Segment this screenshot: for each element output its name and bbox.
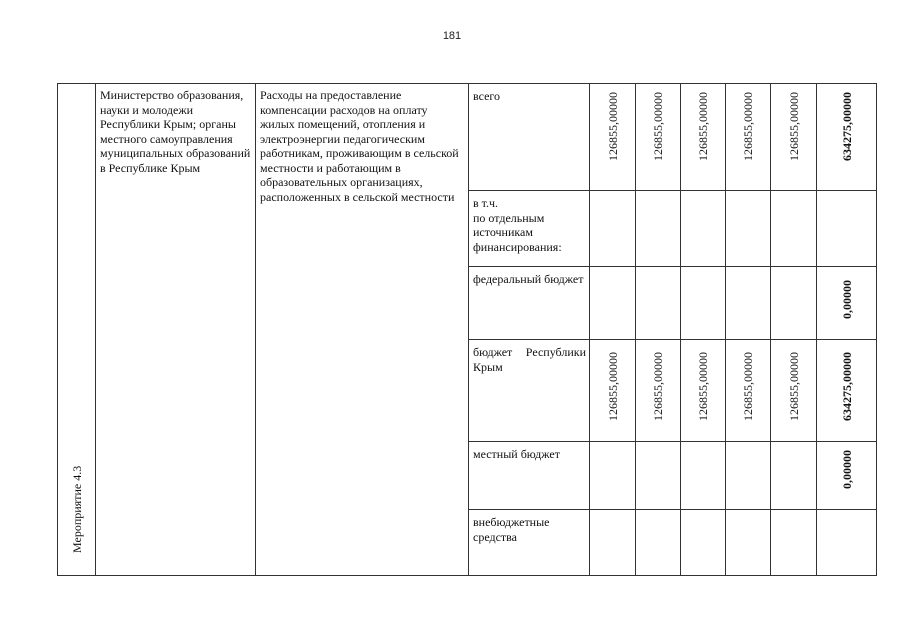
value-text: 126855,00000 — [605, 92, 620, 161]
table-row — [58, 84, 877, 191]
value-cell — [636, 340, 681, 442]
value-cell — [681, 442, 726, 510]
executor-cell — [96, 84, 256, 576]
value-text: 126855,00000 — [786, 92, 801, 161]
value-cell — [771, 442, 817, 510]
total-cell — [817, 191, 877, 267]
value-cell — [636, 442, 681, 510]
value-cell — [681, 84, 726, 191]
source-label: бюджет Республики Крым — [473, 345, 586, 374]
description-text: Расходы на предоставление компенсации расходов на оплату жилых помещений, отопления и электроэнергии педагогическим работникам, проживающим в сельской местности и работающим в образовательных организациях, расположенных в сельской местности — [260, 88, 459, 204]
value-cell — [590, 340, 636, 442]
value-text: 126855,00000 — [786, 351, 801, 421]
total-text: 634275,00000 — [839, 351, 854, 421]
value-cell — [590, 442, 636, 510]
value-cell — [726, 84, 771, 191]
source-cell — [469, 442, 590, 510]
source-cell — [469, 267, 590, 340]
value-text: 126855,00000 — [740, 351, 755, 421]
value-cell — [636, 267, 681, 340]
source-cell — [469, 340, 590, 442]
total-cell — [817, 267, 877, 340]
value-text: 126855,00000 — [695, 351, 710, 421]
source-cell — [469, 510, 590, 576]
executor-text: Министерство образования, науки и молодежи Республики Крым; органы местного самоуправления муниципальных образований в Республике Крым — [100, 88, 251, 175]
value-cell — [681, 510, 726, 576]
value-cell — [726, 267, 771, 340]
total-cell — [817, 442, 877, 510]
source-label: внебюджетные средства — [473, 515, 550, 544]
total-cell — [817, 84, 877, 191]
value-cell — [726, 442, 771, 510]
total-text: 634275,00000 — [839, 92, 854, 161]
value-cell — [771, 340, 817, 442]
value-cell — [726, 191, 771, 267]
value-cell — [636, 191, 681, 267]
total-cell — [817, 510, 877, 576]
value-cell — [771, 510, 817, 576]
source-label: местный бюджет — [473, 447, 560, 461]
value-cell — [636, 84, 681, 191]
page-number: 181 — [442, 30, 462, 42]
source-cell — [469, 84, 590, 191]
measure-label: Мероприятие 4.3 — [69, 465, 84, 553]
value-text: 126855,00000 — [740, 92, 755, 161]
total-text: 0,00000 — [839, 279, 854, 319]
value-text: 126855,00000 — [605, 351, 620, 421]
source-label: всего — [473, 89, 501, 103]
value-text: 126855,00000 — [650, 351, 665, 421]
value-cell — [771, 191, 817, 267]
value-cell — [590, 84, 636, 191]
value-cell — [590, 510, 636, 576]
value-cell — [771, 84, 817, 191]
total-text: 0,00000 — [839, 449, 854, 489]
value-cell — [681, 191, 726, 267]
budget-table — [57, 83, 877, 576]
value-cell — [726, 510, 771, 576]
value-text: 126855,00000 — [650, 92, 665, 161]
value-cell — [726, 340, 771, 442]
value-cell — [636, 510, 681, 576]
value-text: 126855,00000 — [695, 92, 710, 161]
value-cell — [681, 267, 726, 340]
value-cell — [590, 267, 636, 340]
source-cell — [469, 191, 590, 267]
value-cell — [771, 267, 817, 340]
measure-cell — [58, 84, 96, 576]
source-label: федеральный бюджет — [473, 272, 584, 286]
total-cell — [817, 340, 877, 442]
source-label: в т.ч. по отдельным источникам финансирования: — [473, 196, 562, 254]
description-cell — [256, 84, 469, 576]
value-cell — [681, 340, 726, 442]
value-cell — [590, 191, 636, 267]
